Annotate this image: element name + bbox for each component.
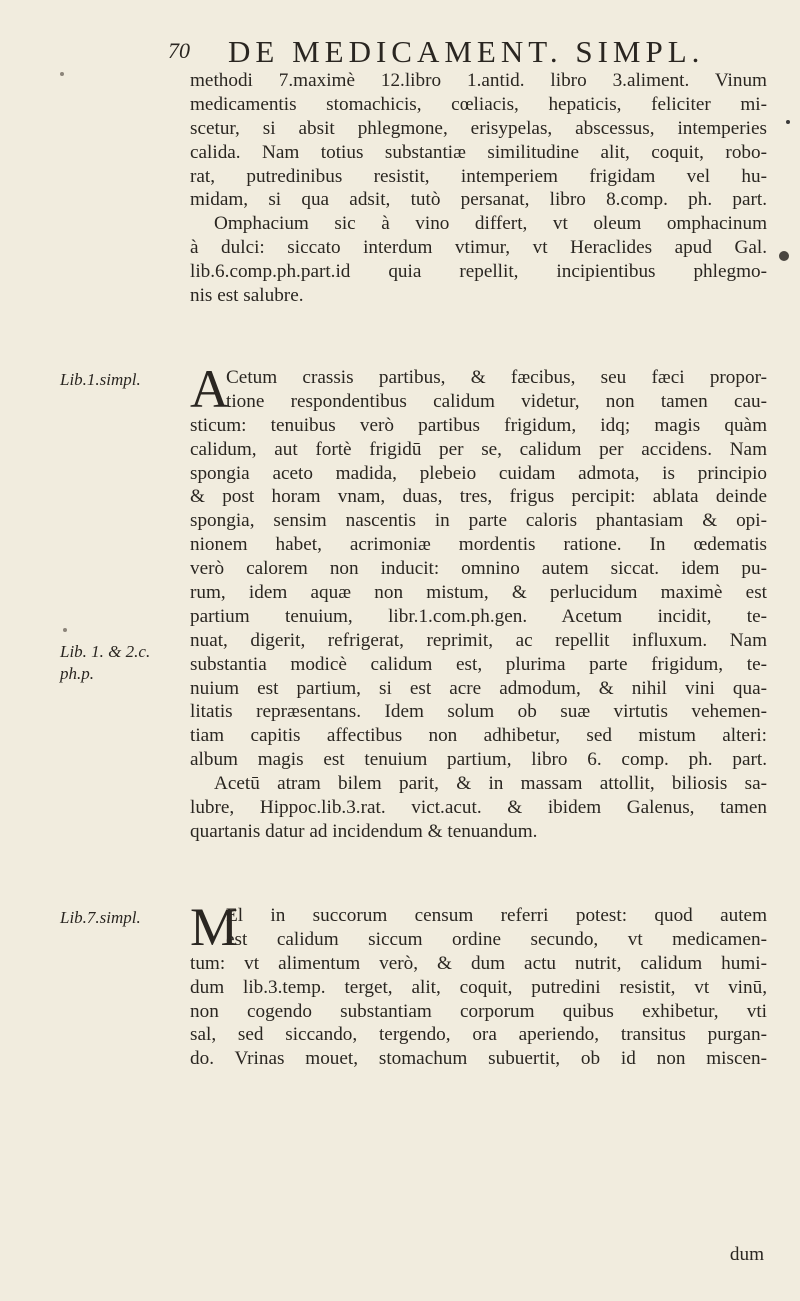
- text-line: Acetū atram bilem parit, & in massam attollit, biliosis sa-: [214, 773, 767, 795]
- catchword: dum: [729, 1244, 764, 1265]
- text-line: partium tenuium, libr.1.com.ph.gen. Acetum incidit, te-: [190, 605, 767, 627]
- text-line: album magis est tenuium partium, libro 6. comp. ph. part.: [190, 749, 767, 771]
- text-line: litatis repræsentans. Idem solum ob suæ virtutis vehemen-: [190, 701, 767, 723]
- text-line: do. Vrinas mouet, stomachum subuertit, ob id non miscen-: [190, 1048, 767, 1070]
- text-line: dum lib.3.temp. terget, alit, coquit, putredini resistit, vt vinū,: [190, 976, 767, 998]
- text-line: sal, sed siccando, tergendo, ora aperiendo, transitus purgan-: [190, 1024, 767, 1046]
- text-line: tione respondentibus calidum videtur, non tamen cau-: [226, 390, 767, 412]
- paper-speck: [63, 628, 67, 632]
- page-header: [168, 34, 750, 74]
- page-number: 70: [168, 38, 190, 63]
- text-line: scetur, si absit phlegmone, erisypelas, abscessus, intemperies: [190, 117, 767, 139]
- text-line: sticum: tenuibus verò partibus frigidum, idq; magis quàm: [190, 414, 767, 436]
- text-line: & post horam vnam, duas, tres, frigus percipit: ablata deinde: [190, 486, 767, 508]
- drop-cap-initial: A: [190, 359, 229, 419]
- text-line: spongia, sensim nascentis in parte caloris phantasiam & opi-: [190, 510, 767, 532]
- text-line: calida. Nam totius substantiæ similitudine alit, coquit, robo-: [190, 141, 767, 163]
- text-line: tum: vt alimentum verò, & dum actu nutrit, calidum humi-: [190, 952, 767, 974]
- paper-speck: [779, 251, 789, 261]
- text-line: substantia modicè calidum est, plurima parte frigidum, te-: [190, 653, 767, 675]
- text-line: rat, putredinibus resistit, intemperiem frigidam vel hu-: [190, 165, 767, 187]
- text-line: quartanis datur ad incidendum & tenuandum.: [190, 820, 538, 842]
- text-line: Omphacium sic à vino differt, vt oleum omphacinum: [214, 213, 767, 235]
- running-head: DE MEDICAMENT. SIMPL.: [228, 34, 705, 69]
- text-line: non cogendo substantiam corporum quibus exhibetur, vti: [190, 1000, 767, 1022]
- paper-speck: [786, 120, 790, 124]
- text-line: tiam capitis affectibus non adhibetur, sed mistum alteri:: [190, 725, 767, 747]
- text-line: calidum, aut fortè frigidū per se, calidum per accidens. Nam: [190, 438, 767, 460]
- text-line: verò calorem non inducit: omnino autem siccat. idem pu-: [190, 558, 767, 580]
- text-line: spongia aceto madida, plebeio cuidam admota, is principio: [190, 462, 767, 484]
- text-line: rum, idem aquæ non mistum, & perlucidum maximè est: [190, 582, 767, 604]
- text-line: medicamentis stomachicis, cœliacis, hepaticis, feliciter mi-: [190, 93, 767, 115]
- marginal-note: Lib.1.simpl.: [60, 370, 141, 389]
- text-line: El in succorum censum referri potest: quod autem: [226, 905, 767, 926]
- paragraph-mel: [190, 897, 767, 1071]
- text-line: methodi 7.maximè 12.libro 1.antid. libro 3.aliment. Vinum: [190, 70, 767, 91]
- text-line: nis est salubre.: [190, 285, 304, 307]
- paper-speck: [60, 72, 64, 76]
- drop-cap-initial: M: [190, 897, 239, 957]
- text-line: nionem habet, acrimoniæ mordentis ratione. In œdematis: [190, 534, 767, 556]
- marginal-note: Lib. 1. & 2.c.: [60, 642, 151, 661]
- text-line: est calidum siccum ordine secundo, vt medicamen-: [226, 928, 767, 950]
- marginal-note: Lib.7.simpl.: [60, 908, 141, 927]
- text-line: lubre, Hippoc.lib.3.rat. vict.acut. & ibidem Galenus, tamen: [190, 797, 767, 819]
- text-line: nuat, digerit, refrigerat, reprimit, ac repellit influxum. Nam: [190, 629, 767, 651]
- paragraph-vinum: [190, 69, 767, 308]
- text-line: midam, si qua adsit, tutò persanat, libro 8.comp. ph. part.: [190, 189, 767, 211]
- text-line: Cetum crassis partibus, & fæcibus, seu fæci propor-: [226, 367, 767, 388]
- text-line: à dulci: siccato interdum vtimur, vt Heraclides apud Gal.: [190, 237, 767, 259]
- paragraph-acetum: [190, 359, 767, 844]
- text-line: nuium est partium, si est acre admodum, & nihil vini qua-: [190, 677, 767, 699]
- marginal-note: ph.p.: [60, 664, 94, 683]
- text-line: lib.6.comp.ph.part.id quia repellit, incipientibus phlegmo-: [190, 261, 767, 283]
